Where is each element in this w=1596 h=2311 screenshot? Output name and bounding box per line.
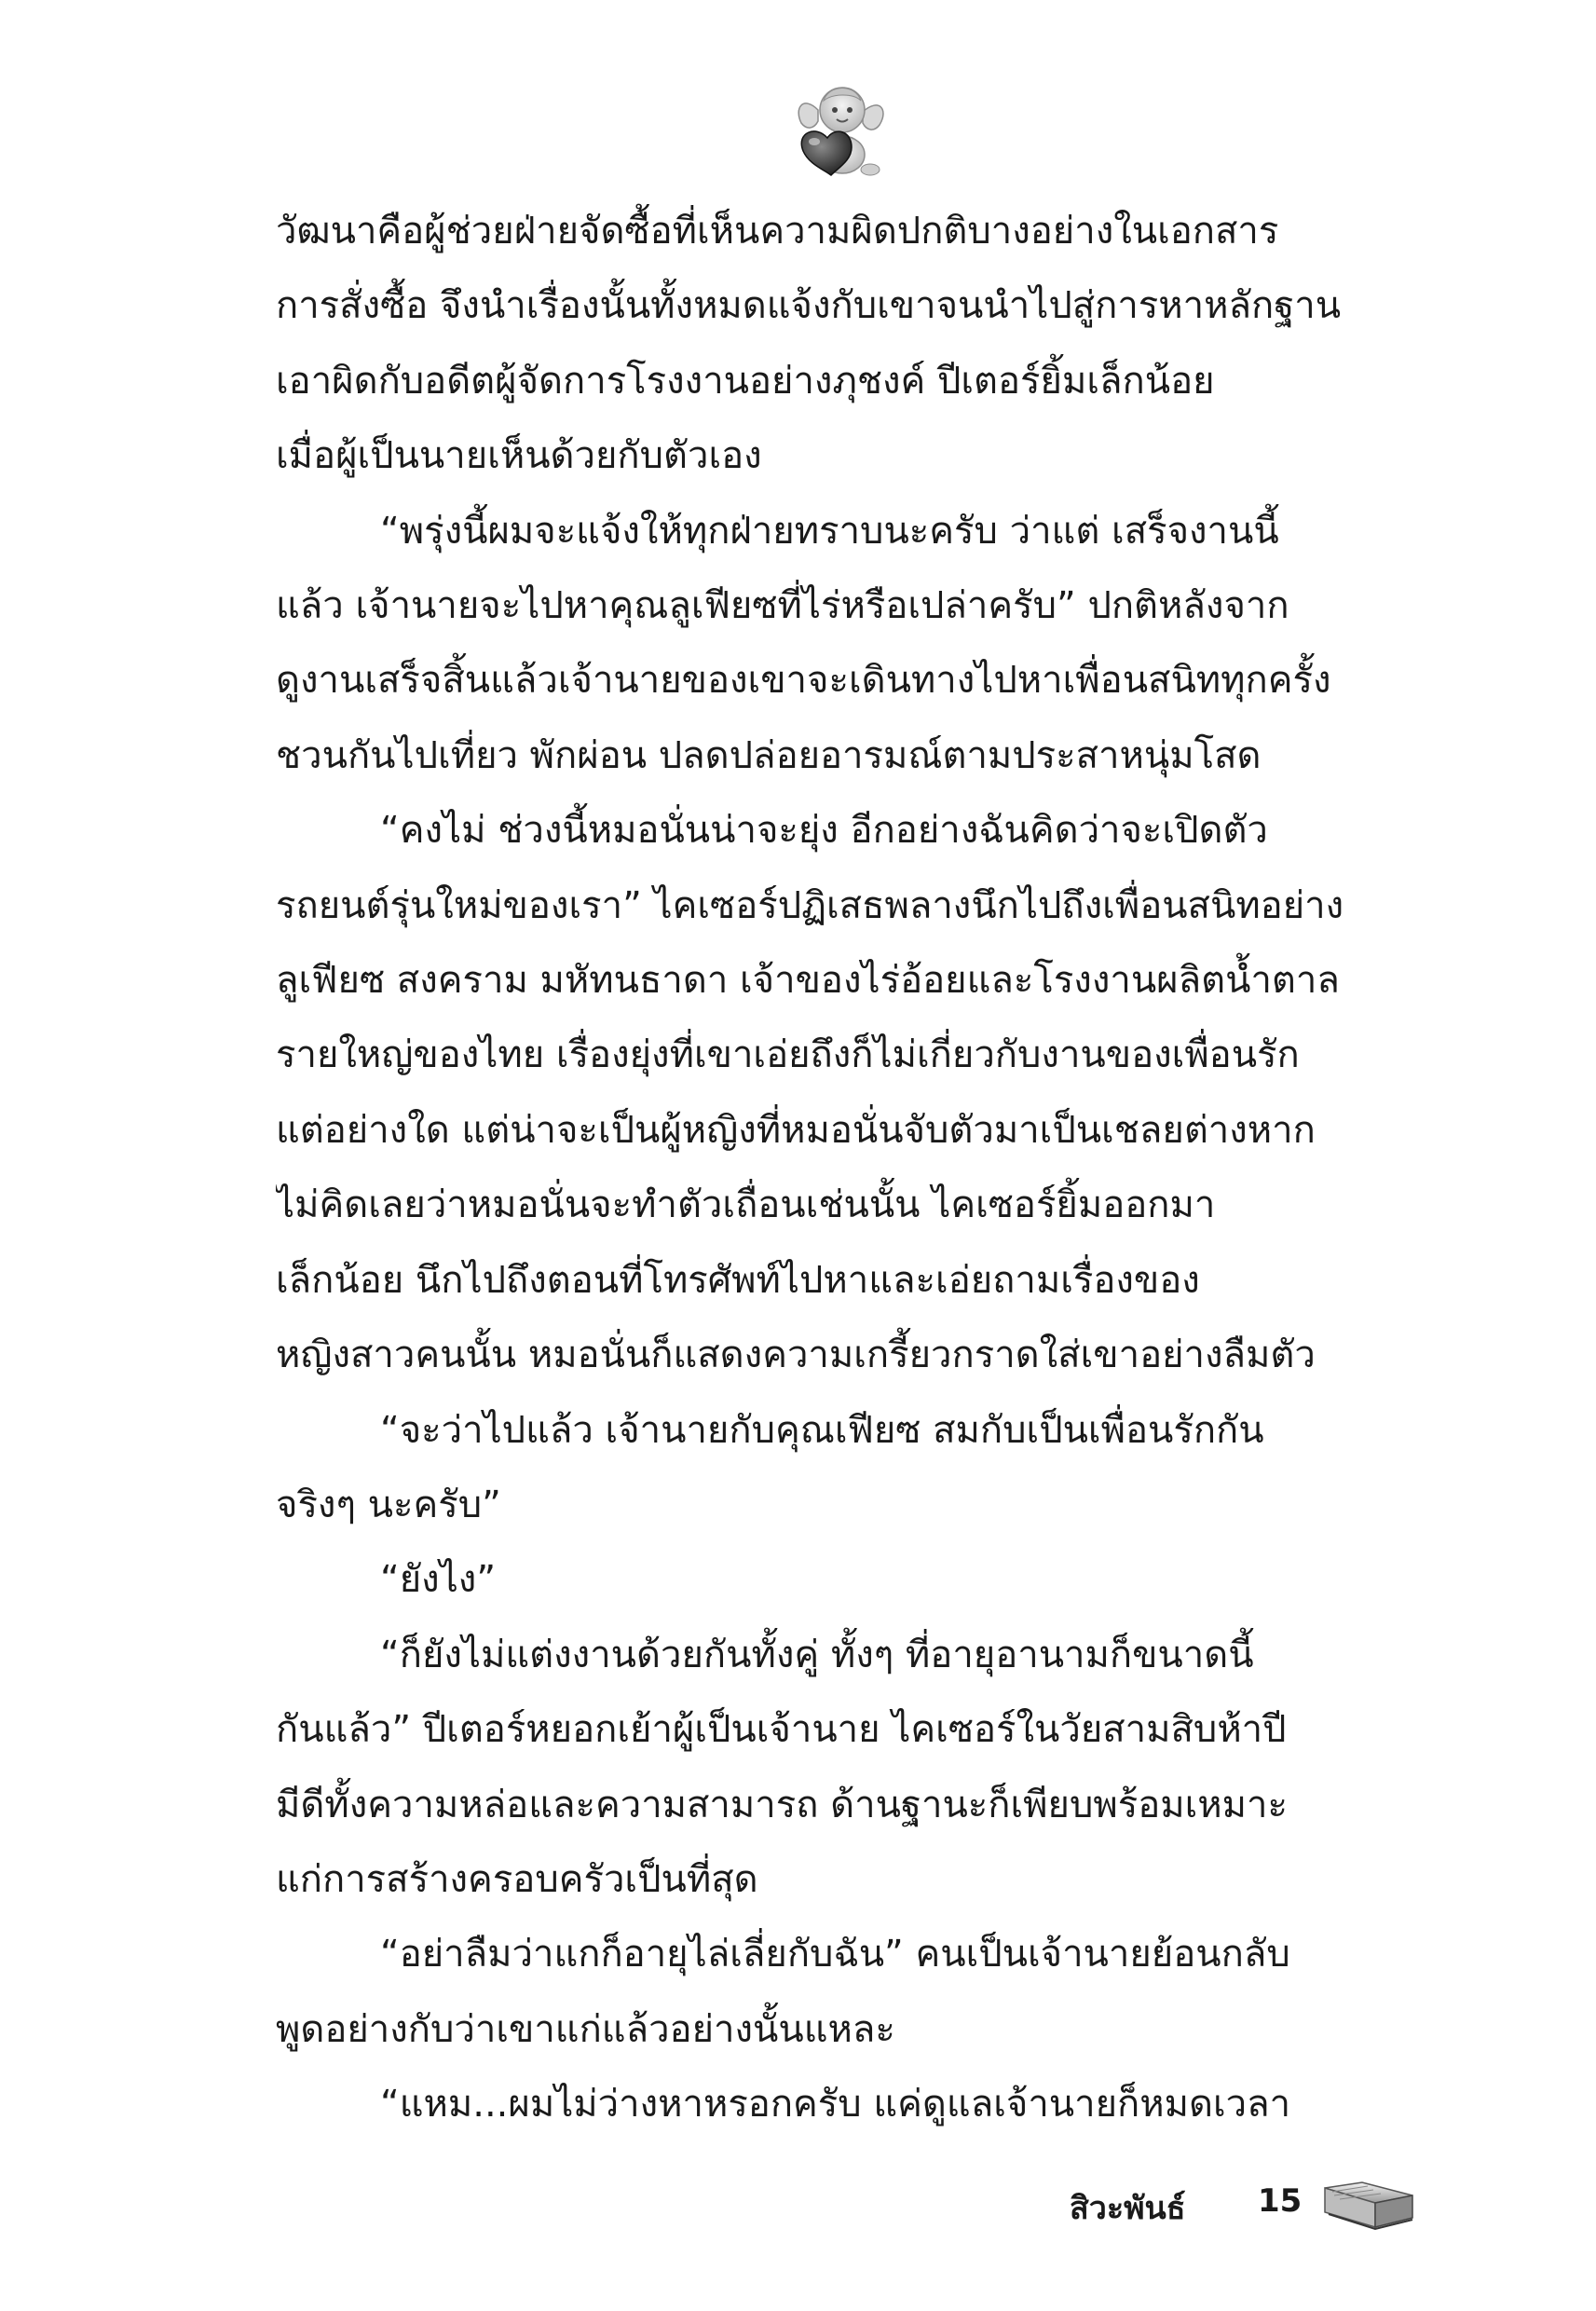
text-line: “ยังไง” [380, 1558, 497, 1602]
text-line: การสั่งซื้อ จึงนำเรื่องนั้นทั้งหมดแจ้งกับเขาจนนำไปสู่การหาหลักฐาน [276, 284, 1342, 328]
text-line: จริงๆ นะครับ” [276, 1483, 501, 1526]
page-footer [1025, 2179, 1416, 2235]
text-line: แล้ว เจ้านายจะไปหาคุณลูเฟียซที่ไร่หรือเปล่าครับ” ปกติหลังจาก [276, 584, 1289, 628]
text-line: “อย่าลืมว่าแกก็อายุไล่เลี่ยกับฉัน” คนเป็นเจ้านายย้อนกลับ [380, 1933, 1290, 1976]
text-line: “จะว่าไปแล้ว เจ้านายกับคุณเฟียซ สมกับเป็นเพื่อนรักกัน [380, 1408, 1264, 1452]
book-title: สิวะพันธ์ [1070, 2190, 1186, 2227]
text-line: ชวนกันไปเที่ยว พักผ่อน ปลดปล่อยอารมณ์ตามประสาหนุ่มโสด [276, 733, 1262, 777]
page-number: 15 [1258, 2182, 1303, 2220]
text-line: พูดอย่างกับว่าเขาแก่แล้วอย่างนั้นแหละ [276, 2007, 895, 2051]
open-book-icon [1321, 2179, 1416, 2231]
text-line: วัฒนาคือผู้ช่วยฝ่ายจัดซื้อที่เห็นความผิดปกติบางอย่างในเอกสาร [276, 210, 1279, 253]
text-line: “พรุ่งนี้ผมจะแจ้งให้ทุกฝ่ายทราบนะครับ ว่าแต่ เสร็จงานนี้ [380, 509, 1279, 553]
body-text [276, 194, 1412, 2142]
text-line: เอาผิดกับอดีตผู้จัดการโรงงานอย่างภุชงค์ ปีเตอร์ยิ้มเล็กน้อย [276, 359, 1215, 403]
text-line: หญิงสาวคนนั้น หมอนั่นก็แสดงความเกรี้ยวกราดใส่เขาอย่างลืมตัว [276, 1333, 1316, 1377]
text-line: มีดีทั้งความหล่อและความสามารถ ด้านฐานะก็เพียบพร้อมเหมาะ [276, 1783, 1288, 1826]
text-line: “แหม...ผมไม่ว่างหาหรอกครับ แค่ดูแลเจ้านายก็หมดเวลา [380, 2083, 1291, 2126]
cupid-with-heart-icon [790, 76, 891, 179]
text-line: แต่อย่างใด แต่น่าจะเป็นผู้หญิงที่หมอนั่นจับตัวมาเป็นเชลยต่างหาก [276, 1108, 1316, 1152]
text-line: เมื่อผู้เป็นนายเห็นด้วยกับตัวเอง [276, 434, 762, 478]
text-line: แก่การสร้างครอบครัวเป็นที่สุด [276, 1857, 758, 1901]
text-line: ลูเฟียซ สงคราม มหัทนธาดา เจ้าของไร่อ้อยและโรงงานผลิตน้ำตาล [276, 959, 1340, 1003]
text-line: ไม่คิดเลยว่าหมอนั่นจะทำตัวเถื่อนเช่นนั้น ไคเซอร์ยิ้มออกมา [276, 1183, 1216, 1227]
text-line: รถยนต์รุ่นใหม่ของเรา” ไคเซอร์ปฏิเสธพลางนึกไปถึงเพื่อนสนิทอย่าง [276, 883, 1344, 927]
text-line: เล็กน้อย นึกไปถึงตอนที่โทรศัพท์ไปหาและเอ่ยถามเรื่องของ [276, 1258, 1200, 1302]
text-line: กันแล้ว” ปีเตอร์หยอกเย้าผู้เป็นเจ้านาย ไคเซอร์ในวัยสามสิบห้าปี [276, 1708, 1287, 1752]
text-line: “คงไม่ ช่วงนี้หมอนั่นน่าจะยุ่ง อีกอย่างฉันคิดว่าจะเปิดตัว [380, 809, 1268, 853]
text-line: รายใหญ่ของไทย เรื่องยุ่งที่เขาเอ่ยถึงก็ไม่เกี่ยวกับงานของเพื่อนรัก [276, 1033, 1300, 1077]
text-line: “ก็ยังไม่แต่งงานด้วยกันทั้งคู่ ทั้งๆ ที่อายุอานามก็ขนาดนี้ [380, 1633, 1254, 1676]
text-line: ดูงานเสร็จสิ้นแล้วเจ้านายของเขาจะเดินทางไปหาเพื่อนสนิททุกครั้ง [276, 659, 1331, 703]
